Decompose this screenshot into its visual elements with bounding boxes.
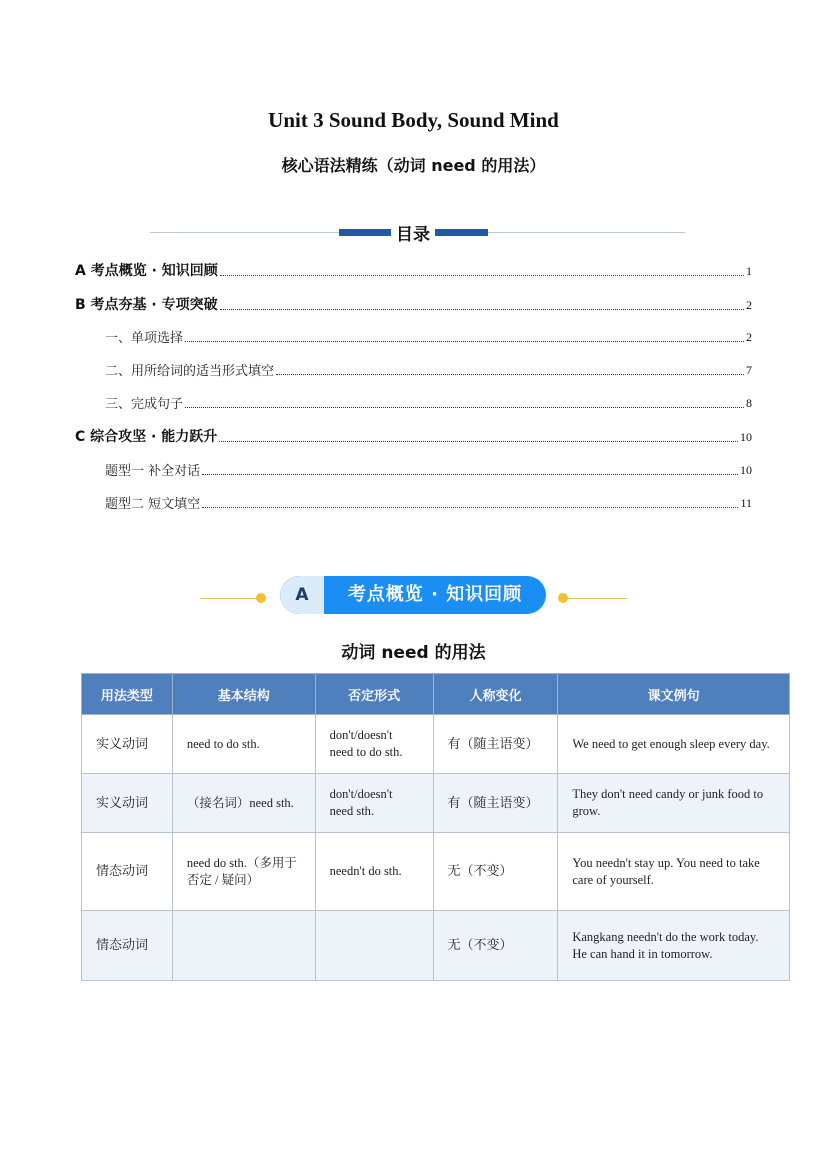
banner-dot-right [558, 593, 568, 603]
toc-entry-b2[interactable] [105, 359, 752, 379]
toc-entry-c2[interactable] [105, 492, 752, 512]
cell-example: They don't need candy or junk food to grow. [558, 774, 790, 833]
toc-entry-text: C 综合攻坚 · 能力跃升 [75, 429, 218, 445]
cell-structure [172, 911, 315, 981]
cell-structure: need to do sth. [172, 715, 315, 774]
cell-usage-type: 情态动词 [82, 833, 173, 911]
cell-person: 有（随主语变） [433, 774, 558, 833]
toc-entry-b1[interactable] [105, 326, 752, 346]
toc-leader-dots [202, 507, 738, 508]
toc-entry-text: 一、单项选择 [105, 331, 184, 346]
header-structure: 基本结构 [172, 674, 315, 715]
toc-leader-dots [276, 374, 744, 375]
toc-heading-label: 目录 [391, 220, 435, 245]
cell-negative: don't/doesn't need to do sth. [315, 715, 433, 774]
toc-entry-text: 题型一 补全对话 [105, 464, 201, 479]
cell-person: 无（不变） [433, 911, 558, 981]
cell-negative: needn't do sth. [315, 833, 433, 911]
toc-entry-text: 二、用所给词的适当形式填空 [105, 364, 275, 379]
table-header-row [82, 674, 790, 715]
cell-structure: （接名词）need sth. [172, 774, 315, 833]
toc-entry-page: 10 [740, 430, 752, 444]
banner-line-left [200, 598, 262, 599]
section-banner-a [200, 574, 627, 616]
cell-person: 无（不变） [433, 833, 558, 911]
toc-entry-text: B 考点夯基 · 专项突破 [75, 297, 218, 313]
toc-heading-bar-left [339, 229, 391, 236]
table-row [82, 911, 790, 981]
cell-structure: need do sth.（多用于否定 / 疑问） [172, 833, 315, 911]
toc-entry-page: 1 [746, 264, 752, 278]
header-usage-type: 用法类型 [82, 674, 173, 715]
table-row [82, 774, 790, 833]
banner-letter: A [280, 576, 324, 614]
cell-usage-type: 情态动词 [82, 911, 173, 981]
toc-entry-page: 2 [746, 330, 752, 344]
toc-entry-c[interactable] [75, 426, 752, 446]
toc-entry-page: 2 [746, 298, 752, 312]
toc-leader-dots [220, 309, 744, 310]
toc-leader-dots [219, 441, 738, 442]
cell-negative [315, 911, 433, 981]
toc-entry-page: 11 [740, 496, 752, 510]
toc-entry-text: A 考点概览 · 知识回顾 [75, 263, 218, 279]
cell-example: You needn't stay up. You need to take care of yourself. [558, 833, 790, 911]
cell-example: Kangkang needn't do the work today. He can hand it in tomorrow. [558, 911, 790, 981]
toc-heading [150, 220, 685, 244]
header-negative: 否定形式 [315, 674, 433, 715]
banner-dot-left [256, 593, 266, 603]
toc-leader-dots [202, 474, 738, 475]
cell-example: We need to get enough sleep every day. [558, 715, 790, 774]
cell-person: 有（随主语变） [433, 715, 558, 774]
table-title: 动词 need 的用法 [341, 643, 486, 663]
cell-usage-type: 实义动词 [82, 774, 173, 833]
toc-leader-dots [185, 341, 744, 342]
toc-entry-page: 10 [740, 463, 752, 477]
toc-entry-b[interactable] [75, 294, 752, 314]
toc-heading-bar-right [435, 229, 488, 236]
toc-entry-text: 三、完成句子 [105, 397, 184, 412]
document-subtitle: 核心语法精练（动词 need 的用法） [281, 156, 546, 175]
toc-leader-dots [185, 407, 744, 408]
cell-usage-type: 实义动词 [82, 715, 173, 774]
toc-entry-page: 7 [746, 363, 752, 377]
toc-entry-a[interactable] [75, 260, 752, 280]
banner-label: 考点概览 · 知识回顾 [347, 584, 523, 605]
cell-negative: don't/doesn't need sth. [315, 774, 433, 833]
banner-pill [280, 576, 546, 614]
toc-entry-text: 题型二 短文填空 [105, 497, 201, 512]
header-example: 课文例句 [558, 674, 790, 715]
header-person: 人称变化 [433, 674, 558, 715]
document-title: Unit 3 Sound Body, Sound Mind [268, 108, 559, 132]
grammar-table [81, 673, 790, 981]
toc-entry-b3[interactable] [105, 392, 752, 412]
table-row [82, 715, 790, 774]
toc-entry-page: 8 [746, 396, 752, 410]
toc-leader-dots [220, 275, 744, 276]
toc-entry-c1[interactable] [105, 459, 752, 479]
banner-line-right [566, 598, 627, 599]
table-row [82, 833, 790, 911]
